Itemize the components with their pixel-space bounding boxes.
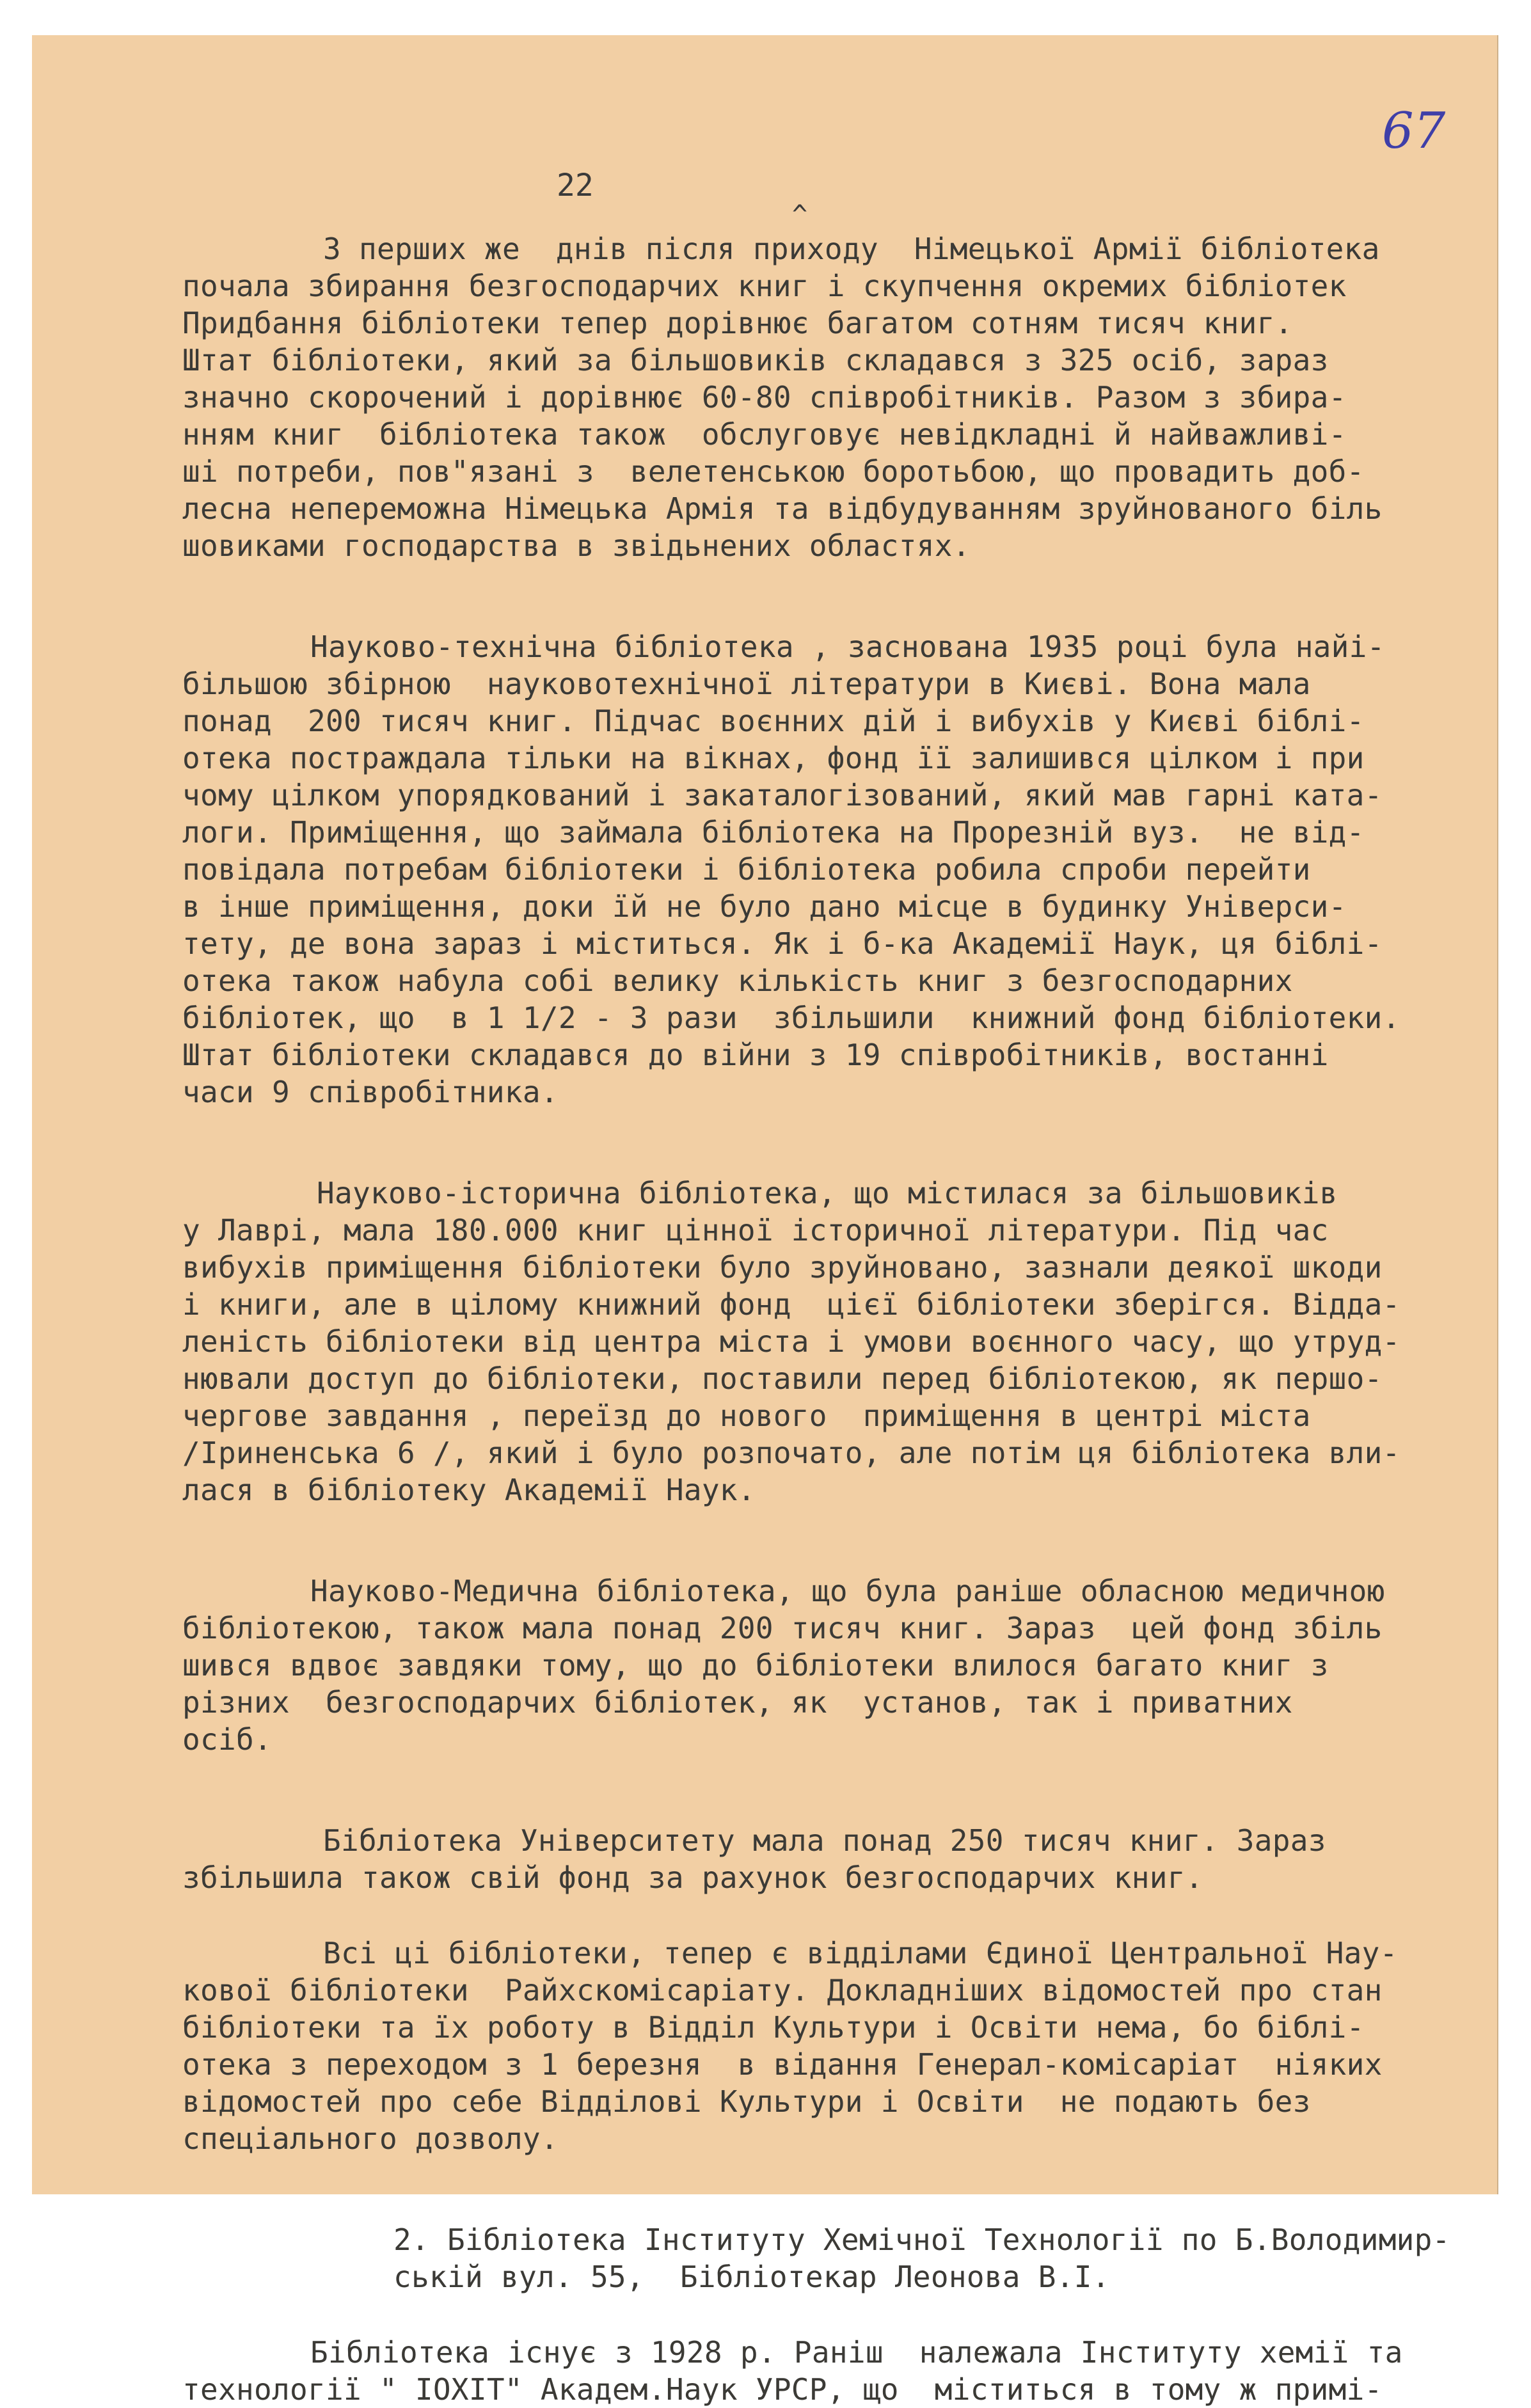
text-line: повідала потребам бібліотеки і бібліотека робила спроби перейти <box>182 852 1311 887</box>
text-line: почала збирання безгосподарчих книг і скупчення окремих бібліотек <box>182 269 1347 303</box>
text-line: різних безгосподарчих бібліотек, як установ, так і приватних <box>182 1685 1293 1720</box>
paragraph <box>182 230 1481 564</box>
text-line: понад 200 тисяч книг. Підчас воєнних дій і вибухів у Києві біблі- <box>182 704 1365 738</box>
text-line: лесна непереможна Німецька Армія та відбудуванням зруйнованого біль <box>182 491 1383 526</box>
text-line: отека також набула собі велику кількість книг з безгосподарних <box>182 963 1293 998</box>
paragraph <box>182 1175 1481 1509</box>
text-line: спеціального дозволу. <box>182 2121 559 2156</box>
text-line: Бібліотека існує з 1928 р. Раніш належала Інституту хемії та <box>310 2335 1403 2370</box>
text-line: і книги, але в цілому книжний фонд цієї бібліотеки зберігся. Відда- <box>182 1287 1400 1322</box>
text-line: кової бібліотеки Райхскомісаріату. Докладніших відомостей про стан <box>182 1973 1383 2008</box>
text-line: логи. Приміщення, що займала бібліотека на Прорезній вуз. не від- <box>182 815 1365 850</box>
text-line: леність бібліотеки від центра міста і умови воєнного часу, що утруд- <box>182 1324 1400 1359</box>
text-line: збільшила також свій фонд за рахунок безгосподарчих книг. <box>182 1860 1203 1895</box>
text-line: Науково-технічна бібліотека , заснована 1935 році була найі- <box>310 630 1385 664</box>
text-line: Бібліотека Університету мала понад 250 тисяч книг. Зараз <box>323 1823 1326 1858</box>
text-line: Штат бібліотеки складався до війни з 19 співробітників, востанні <box>182 1038 1329 1072</box>
text-line: нювали доступ до бібліотеки, поставили перед бібліотекою, як першо- <box>182 1361 1383 1396</box>
text-line: /Іриненська 6 /, який і було розпочато, але потім ця бібліотека вли- <box>182 1436 1400 1470</box>
text-line: ській вул. 55, Бібліотекар Леонова В.І. <box>393 2260 1110 2294</box>
text-line: більшою збірною науковотехнічної літератури в Києві. Вона мала <box>182 667 1311 701</box>
text-line: нням книг бібліотека також обслуговує невідкладні й найважливі- <box>182 417 1347 452</box>
final-paragraph <box>182 2334 1481 2408</box>
text-line: ші потреби, пов"язані з велетенською боротьбою, що провадить доб- <box>182 454 1365 489</box>
text-line: технології " ІОХІТ" Академ.Наук УРСР, що міститься в тому ж примі- <box>182 2372 1383 2407</box>
text-line: З перших же днів після приходу Німецької Армії бібліотека <box>323 232 1380 266</box>
text-line: у Лаврі, мала 180.000 книг цінної історичної літератури. Під час <box>182 1213 1329 1248</box>
text-line: чергове завдання , переїзд до нового приміщення в центрі міста <box>182 1398 1311 1433</box>
paragraph <box>182 1822 1481 1896</box>
section-heading <box>182 2221 1481 2295</box>
text-line: чому цілком упорядкований і закаталогізований, який мав гарні ката- <box>182 778 1383 812</box>
text-line: шився вдвоє завдяки тому, що до бібліотеки влилося багато книг з <box>182 1648 1329 1683</box>
text-line: шовиками господарства в звідьнених областях. <box>182 528 971 563</box>
text-line: осіб. <box>182 1722 272 1757</box>
text-line: 2. Бібліотека Інституту Хемічної Технології по Б.Володимир- <box>393 2222 1450 2257</box>
text-line: Штат бібліотеки, який за більшовиків складався з 325 осіб, зараз <box>182 343 1329 377</box>
text-line: лася в бібліотеку Академії Наук. <box>182 1473 756 1507</box>
document-body <box>182 230 1481 2408</box>
paragraph <box>182 1935 1481 2157</box>
text-line: Придбання бібліотеки тепер дорівнює багатом сотням тисяч книг. <box>182 306 1293 340</box>
text-line: вибухів приміщення бібліотеки було зруйновано, зазнали деякої шкоди <box>182 1250 1383 1285</box>
caret-mark: ^ <box>792 200 808 230</box>
text-line: Всі ці бібліотеки, тепер є відділами Єдиної Центральної Нау- <box>323 1936 1398 1970</box>
text-line: відомостей про себе Відділові Культури і Освіти не подають без <box>182 2084 1311 2119</box>
paragraph <box>182 1572 1481 1758</box>
page-number: 22 <box>557 168 594 203</box>
text-line: Науково-історична бібліотека, що містилася за більшовиків <box>317 1176 1338 1210</box>
text-line: в інше приміщення, доки їй не було дано місце в будинку Універси- <box>182 889 1347 924</box>
paragraphs <box>182 230 1481 2157</box>
text-line: отека з переходом з 1 березня в відання Генерал-комісаріат ніяких <box>182 2047 1383 2082</box>
text-line: часи 9 співробітника. <box>182 1075 559 1109</box>
text-line: бібліотекою, також мала понад 200 тисяч книг. Зараз цей фонд збіль <box>182 1611 1383 1645</box>
archive-page-number: 67 <box>1382 102 1446 160</box>
text-line: значно скорочений і дорівнює 60-80 співробітників. Разом з збира- <box>182 380 1347 415</box>
text-line: Науково-Медична бібліотека, що була раніше обласною медичною <box>310 1574 1385 1608</box>
text-line: тету, де вона зараз і міститься. Як і б-ка Академії Наук, ця біблі- <box>182 926 1383 961</box>
text-line: отека постраждала тільки на вікнах, фонд її залишився цілком і при <box>182 741 1365 775</box>
text-line: бібліотеки та їх роботу в Відділ Культури і Освіти нема, бо біблі- <box>182 2010 1365 2045</box>
text-line: бібліотек, що в 1 1/2 - 3 рази збільшили книжний фонд бібліотеки. <box>182 1001 1400 1035</box>
paragraph <box>182 628 1481 1111</box>
